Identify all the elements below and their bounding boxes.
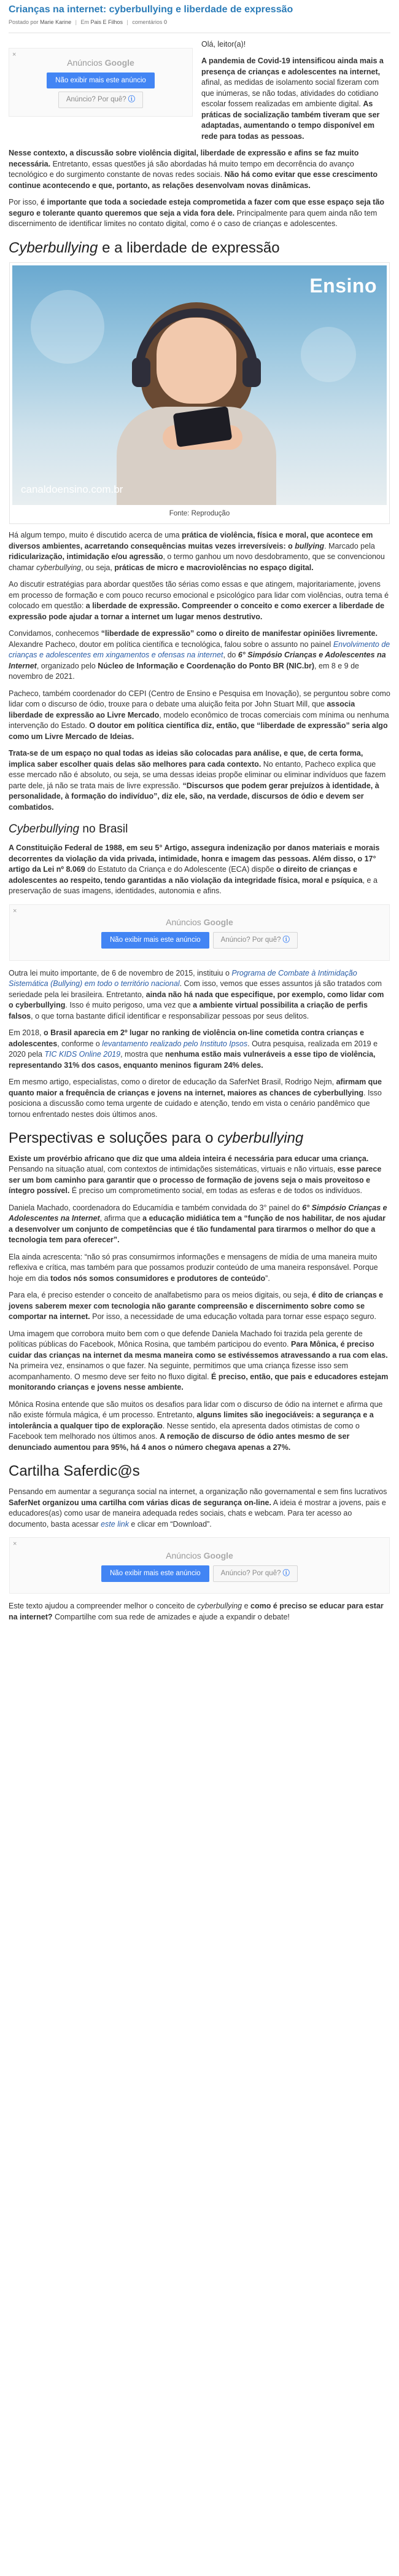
figure-watermark: canaldoensino.com.br	[21, 483, 123, 495]
s2p2-e: . Isso é muito perigoso, uma vez que	[65, 1001, 193, 1010]
s3p1-b: Pensando na situação atual, com contextos de intimidações sistemáticas, virtuais e não virtuais,	[9, 1165, 338, 1174]
ad-title-brand: Google	[203, 1550, 233, 1560]
s4p1-b: SaferNet organizou uma cartilha com várias dicas de segurança on-line.	[9, 1498, 271, 1507]
s1p3-b: “liberdade de expressão” como o direito de manifestar opiniões livremente.	[101, 629, 378, 638]
foot-a: Este texto ajudou a compreender melhor o conceito de	[9, 1602, 198, 1611]
s2p1-e: , e a preservação de suas imagens, identidades, autonomia e afins.	[9, 875, 378, 896]
figure-photo-girl-with-headset	[12, 265, 387, 505]
s4p1-a: Pensando em aumentar a segurança social na internet, a organização não governamental e sem fins lucrativos	[9, 1487, 387, 1497]
s3p3-c: ”.	[265, 1274, 270, 1283]
intro-p1-bold: A pandemia de Covid-19 intensificou ainda mais a presença de crianças e adolescentes na internet,	[201, 57, 384, 76]
greeting: Olá, leitor(a)!	[201, 39, 246, 49]
p2-text: Entretanto, essas questões já são abordadas há muito tempo em decorrência do avanço tecnológico e do surgimento constante de novas redes sociais.	[9, 159, 354, 179]
paragraph	[9, 843, 390, 897]
foot-c: e	[242, 1602, 251, 1611]
heading-rest: no Brasil	[79, 823, 128, 836]
ad-title	[166, 916, 233, 928]
ad-title-prefix: Anúncios	[67, 57, 103, 68]
google-ad-box	[9, 904, 390, 961]
tic-kids-link[interactable]: TIC KIDS Online 2019	[44, 1050, 121, 1059]
p2-bold-2: Não há como evitar que esse crescimento continue acontecendo e que, portanto, as relações desenvolvam novas dinâmicas.	[9, 170, 378, 190]
ad-why-label: Anúncio? Por quê?	[220, 936, 281, 944]
s1p5-b: No entanto, Pacheco explica que esse mercado não é absoluto, ou seja, se uma dessas ideias propõe eliminar ou eliminar indivíduos que fazem parte dele, já não se trata mais de livre expressão.	[9, 759, 386, 790]
s2p2-f: a ambiente virtual possibilita a criação de perfis falsos	[9, 1001, 368, 1020]
s3p1-c: esse parece ser um bom caminho para garantir que o processo de formação de jovens seja o mais proveitoso e íntegro possível.	[9, 1165, 382, 1196]
s1p4-d: O doutor em política científica diz, então, que “liberdade de expressão” seria algo como um Livre Mercado de Ideias.	[9, 721, 388, 741]
s3p5-a: Uma imagem que corrobora muito bem com o que defende Daniela Machado foi trazida pela gerente de políticas públicas do Facebook, Mônica Rosina, que também participou do evento.	[9, 1329, 363, 1349]
section-heading-perspectivas	[9, 1130, 390, 1148]
s3p6-d: A remoção de discurso de ódio antes mesmo de ser denunciado aumentou para 95%, há 4 anos o número chegava apenas a 27%.	[9, 1432, 350, 1452]
ad-why-button[interactable]	[58, 92, 143, 108]
paragraph	[9, 1252, 390, 1285]
s2p3-a: Em 2018,	[9, 1028, 44, 1038]
s1p3-c: Alexandre Pacheco, doutor em política científica e tecnológica, falou sobre o assunto no painel	[9, 640, 333, 649]
paragraph	[9, 748, 390, 813]
section-heading-cartilha: Cartilha Saferdic@s	[9, 1463, 140, 1480]
paragraph	[9, 579, 390, 622]
s3p5-c: Na primeira vez, ensinamos o que fazer. Na seguinte, permitimos que uma criança fizesse isso sem acompanhamento. O mesmo deve ser feito no fluxo digital.	[9, 1361, 349, 1381]
s3p1-a: Existe um provérbio africano que diz que uma aldeia inteira é necessária para educar uma criança.	[9, 1154, 369, 1163]
s2p2-d: ainda não há nada que especifique, por exemplo, como lidar com o cyberbullying	[9, 990, 384, 1010]
ad-why-label: Anúncio? Por quê?	[66, 96, 126, 104]
intro-p1-bold-2: As práticas de socialização também tiveram que ser adaptadas, aumentando o tempo disponível em rede para todas as pessoas.	[201, 100, 380, 141]
s2p3-e: . Outra pesquisa, realizada em 2019 e 2020 pela	[9, 1039, 378, 1059]
heading-italic: Cyberbullying	[9, 239, 98, 256]
bokeh-light	[31, 290, 104, 364]
s3p6-a: Mônica Rosina entende que são muitos os desafios para lidar com o discurso de ódio na internet e afirma que não existe fórmula mágica, é um processo. Entretanto,	[9, 1400, 383, 1420]
paragraph	[9, 197, 390, 230]
paragraph	[9, 1077, 390, 1120]
s3p4-a: Para ela, é preciso estender o conceito de analfabetismo para os meios digitais, ou seja,	[9, 1291, 312, 1300]
s2p1-a: A Constituição Federal de 1988, em seu 5° Artigo, assegura indenização por danos materiais e morais decorrentes da violação da vida privada, intimidade, honra e imagem das pessoas.	[9, 844, 380, 863]
ad-actions	[101, 932, 298, 949]
ad-why-label: Anúncio? Por quê?	[220, 1570, 281, 1578]
s1p4-b: associa liberdade de expressão ao Livre Mercado	[9, 700, 355, 719]
meta-posted-label: Postado por	[9, 18, 39, 25]
intro-p1-text: afinal, as medidas de isolamento social fizeram com que inúmeras, se não todas, atividades do cotidiano escolar fossem realizadas em ambiente digital.	[201, 78, 379, 109]
foot-e: Compartilhe com sua rede de amizades e ajude a expandir o debate!	[52, 1612, 290, 1621]
info-icon: ⓘ	[128, 96, 136, 104]
ad-slot-3	[9, 1537, 390, 1594]
ad-title-brand: Google	[203, 917, 233, 928]
foot-b: cyberbullying	[197, 1602, 242, 1611]
program-link[interactable]: Programa de Combate à Intimidação Sistemática (Bullying) em todo o território nacional	[9, 968, 357, 989]
headset-ear-right	[242, 358, 261, 387]
paragraph	[9, 1290, 390, 1323]
s1p4-a: Pacheco, também coordenador do CEPI (Centro de Ensino e Pesquisa em Inovação), se perguntou sobre como lidar com o discurso de ódio, trouxe para o debate uma aluição feita por John Stuart Mill, que	[9, 689, 390, 709]
s2p2-c: . Com isso, vemos que esses assuntos já são tratados com seriedade pela lei brasileira. Entretanto,	[9, 979, 382, 999]
s4p1-e: e clicar em “Download”.	[128, 1519, 212, 1529]
s1p5-a: Trata-se de um espaço no qual todas as ideias são colocadas para análise, e que, de certa forma, implica saber escolher quais delas são melhores para cada contexto.	[9, 749, 363, 769]
s3p6-c: . Nesse sentido, ela apresenta dados otimistas de como o Facebook tem melhorado nos últimos anos.	[9, 1421, 360, 1441]
google-ad-box	[9, 1537, 390, 1594]
s1p3-g: , organizado pelo	[36, 661, 98, 670]
paragraph	[9, 1487, 390, 1530]
ad-hide-button[interactable]: Não exibir mais este anúncio	[47, 72, 155, 89]
s3p3-b: todos nós somos consumidores e produtores de conteúdo	[50, 1274, 266, 1283]
ad-title	[67, 57, 134, 69]
ad-actions	[101, 1565, 298, 1582]
s2p1-d: o direito de crianças e adolescentes ao respeito, tendo garantidas a não violação da integridade física, moral e psíquica	[9, 865, 363, 885]
s4p1-c: A ideia é mostrar a jovens, pais e educadores(as) como usar de maneira adequada redes sociais, chats e webcam. Para ter acesso ao documento, basta acessar	[9, 1498, 386, 1529]
section-heading-cyberbullying-liberdade	[9, 240, 390, 257]
foot-d: como é preciso se educar para estar na internet?	[9, 1602, 384, 1621]
s2p4-c: . Isso posiciona a discussão como tema urgente de cuidado e atenção, tendo em vista o cenário pandêmico que tornou enfrentado nestes dois últimos anos.	[9, 1088, 382, 1119]
paragraph	[9, 968, 390, 1022]
author-link[interactable]: Marie Karine	[40, 18, 72, 25]
figure-caption: Fonte: Reprodução	[169, 509, 230, 517]
intro-text	[201, 39, 390, 143]
s1p4-c: , modelo econômico de trocas comerciais com mínima ou nenhuma intervenção do Estado.	[9, 710, 389, 730]
paragraph	[9, 1400, 390, 1454]
s2p3-h: nenhuma estão mais vulneráveis a esse tipo de violência, representando 31% dos casos, enquanto meninos figuram 24% deles.	[9, 1050, 376, 1070]
info-icon: ⓘ	[282, 936, 290, 944]
s3p2-d: a educação midiática tem a “função de nos habilitar, de nos ajudar a desenvolver um conjunto de competências que é tão fundamental para tirarmos o melhor do que a tecnologia tem para oferecer”.	[9, 1214, 386, 1245]
ad-title	[166, 1549, 233, 1562]
heading-italic: cyberbullying	[217, 1130, 304, 1147]
s3p2-a: Daniela Machado, coordenadora do Educamídia e também convidada do 3° painel do	[9, 1203, 303, 1212]
ad-why-button[interactable]	[213, 932, 298, 949]
post-title: Crianças na internet: cyberbullying e liberdade de expressão	[9, 4, 293, 15]
s2p4-b: afirmam que quanto maior a frequência de crianças e jovens na internet, maiores as chances de cyberbullying	[9, 1078, 382, 1097]
paragraph	[9, 530, 390, 573]
post-meta: Postado por Marie Karine | Em Pais E Filhos | comentários 0	[9, 18, 167, 25]
s2p1-c: do Estatuto da Criança e do Adolescente (ECA) dispõe	[85, 865, 277, 874]
google-ad-box	[9, 48, 193, 117]
paragraph	[9, 1329, 390, 1393]
p3-text: Por isso,	[9, 198, 41, 207]
s1p1-a: Há algum tempo, muito é discutido acerca de uma	[9, 531, 182, 540]
heading-rest: Perspectivas e soluções para o	[9, 1130, 218, 1147]
info-icon: ⓘ	[282, 1570, 290, 1578]
s3p5-b: Para Mônica, é preciso cuidar das crianças na internet da mesma maneira como se estivéssemos atravessando a rua com elas.	[9, 1340, 388, 1360]
figure-brand: Ensino	[309, 274, 377, 297]
ad-actions	[47, 72, 155, 108]
s1p1-c: bullying	[295, 541, 325, 550]
headset-icon	[135, 308, 258, 376]
paragraph	[9, 1203, 390, 1246]
s1p1-f: , o termo ganhou um novo desdobramento, que se convencionou chamar	[9, 552, 385, 572]
closing-paragraph	[9, 1601, 390, 1623]
s3p3-a: Ela ainda acrescenta: “não só pras consumirmos informações e mensagens de mídia de uma maneira muito reflexiva e crítica, mas também para que possamos produzir conteúdo de uma maneira responsável. Porque hoje em dia	[9, 1252, 378, 1283]
s1p5-c: “Discursos que podem gerar prejuízos à identidade, à personalidade, à formação do indivíduo”, diz ele, são, na verdade, discursos de ódio e devem ser combatidos.	[9, 781, 379, 812]
cartilha-link[interactable]: este link	[101, 1519, 129, 1529]
article-figure	[9, 262, 390, 525]
s3p1-d: É preciso um comprometimento social, em todas as esferas e de todos os indivíduos.	[69, 1186, 362, 1196]
p3-bold: é importante que toda a sociedade esteja comprometida a fazer com que esse espaço seja tão seguro e tolerante quanto queremos que seja a vida fora dele.	[9, 198, 385, 217]
paragraph	[9, 628, 390, 683]
s3p5-d: É preciso, então, que pais e educadores estejam monitorando crianças e jovens nesse ambiente.	[9, 1372, 389, 1392]
comments-count-link[interactable]: 0	[163, 18, 167, 25]
category-link[interactable]: Pais E Filhos	[90, 18, 123, 25]
ad-slot-2	[9, 904, 390, 961]
s1p1-g: cyberbullying	[36, 563, 82, 572]
section-heading-cyberbullying-brasil	[9, 823, 390, 837]
intro-section	[9, 39, 390, 143]
s2p2-a: Outra lei muito importante, de 6 de novembro de 2015, instituiu o	[9, 968, 232, 977]
s2p4-a: Em mesmo artigo, especialistas, como o diretor de educação da SaferNet Brasil, Rodrigo Nejm,	[9, 1078, 336, 1087]
heading-italic: Cyberbullying	[9, 823, 80, 836]
intro-paragraph	[201, 56, 390, 142]
s1p3-a: Convidamos, conhecemos	[9, 629, 101, 638]
s1p1-b: prática de violência, física e moral, que acontece em diversos ambientes, acarretando consequências muitas vezes irreversíveis: o	[9, 531, 373, 550]
heading-rest: e a liberdade de expressão	[98, 239, 280, 256]
s3p2-b: 6° Simpósio Crianças e Adolescentes na Internet	[9, 1203, 387, 1223]
panel-link[interactable]: Envolvimento de crianças e adolescentes em xingamentos e ofensas na internet	[9, 640, 390, 660]
ad-title-brand: Google	[104, 57, 134, 68]
s1p2-b: a liberdade de expressão. Compreender o conceito e como exercer a liberdade de expressão pode ajudar a tornar a internet um lugar menos destrutivo.	[9, 601, 385, 621]
bokeh-light	[301, 327, 356, 382]
s3p2-c: , afirma que	[99, 1214, 143, 1223]
ad-title-prefix: Anúncios	[166, 1550, 201, 1560]
s2p2-g: , o que torna bastante difícil identificar e responsabilizar pessoas por seus delitos.	[31, 1011, 309, 1020]
s1p3-e: , do	[223, 651, 238, 660]
s2p3-c: , conforme o	[57, 1039, 103, 1048]
ad-hide-button[interactable]: Não exibir mais este anúncio	[101, 932, 209, 949]
paragraph	[9, 689, 390, 743]
s3p4-b: é dito de crianças e jovens saberem mexer com tecnologia não garante compreensão e discernimento sobre como se comportar na internet.	[9, 1291, 384, 1321]
paragraph	[9, 148, 390, 191]
meta-comments-label: comentários	[132, 18, 163, 25]
s1p1-i: práticas de micro e macroviolências no espaço digital.	[114, 563, 314, 572]
s1p1-d: . Marcado pela	[324, 541, 375, 550]
ad-title-prefix: Anúncios	[166, 917, 201, 928]
headset-ear-left	[132, 358, 150, 387]
ad-close-icon[interactable]: ×	[13, 1540, 17, 1548]
paragraph	[9, 1154, 390, 1197]
s2p1-b: Além disso, o 17° artigo da Lei nº 8.069	[9, 854, 376, 874]
ad-close-icon[interactable]: ×	[12, 50, 17, 58]
s3p4-c: Por isso, a necessidade de uma educação voltada para tornar esse espaço seguro.	[90, 1312, 376, 1321]
ipsos-link[interactable]: levantamento realizado pelo Instituto Ipsos	[102, 1039, 248, 1048]
s1p3-i: , em 8 e 9 de novembro de 2021.	[9, 661, 360, 681]
ad-hide-button[interactable]: Não exibir mais este anúncio	[101, 1565, 209, 1582]
s1p2-a: Ao discutir estratégias para abordar questões tão sérias como essas e que atingem, majoritariamente, jovens em processo de formação e com pouco recurso emocional e psicológico para lidar com violências, outra tema é colocado em questão:	[9, 580, 389, 611]
p3-text-2: Principalmente para quem ainda não tem discernimento de identificar limites no contato digital, como é o caso de crianças e adolescentes.	[9, 208, 378, 229]
s1p3-f: 6° Simpósio Crianças e Adolescentes na Internet	[9, 651, 386, 670]
s2p3-g: , mostra que	[120, 1050, 166, 1059]
s1p3-h: Núcleo de Informação e Coordenação do Ponto BR (NIC.br)	[98, 661, 315, 670]
s2p3-b: o Brasil aparecia em 2º lugar no ranking de violência on-line cometida contra crianças e adolescentes	[9, 1028, 365, 1048]
p2-bold: Nesse contexto, a discussão sobre violência digital, liberdade de expressão e afins se faz muito necessária.	[9, 149, 359, 168]
s1p1-e: ridicularização, intimidação e/ou agressão	[9, 552, 163, 562]
paragraph	[9, 1028, 390, 1071]
meta-in-label: Em	[80, 18, 89, 25]
ad-why-button[interactable]	[213, 1565, 298, 1582]
ad-slot-1	[9, 39, 193, 143]
ad-close-icon[interactable]: ×	[13, 907, 17, 915]
s3p6-b: alguns limites são inegociáveis: a segurança e a intolerância a qualquer tipo de exploração	[9, 1411, 374, 1430]
s1p1-h: , ou seja,	[81, 563, 115, 572]
